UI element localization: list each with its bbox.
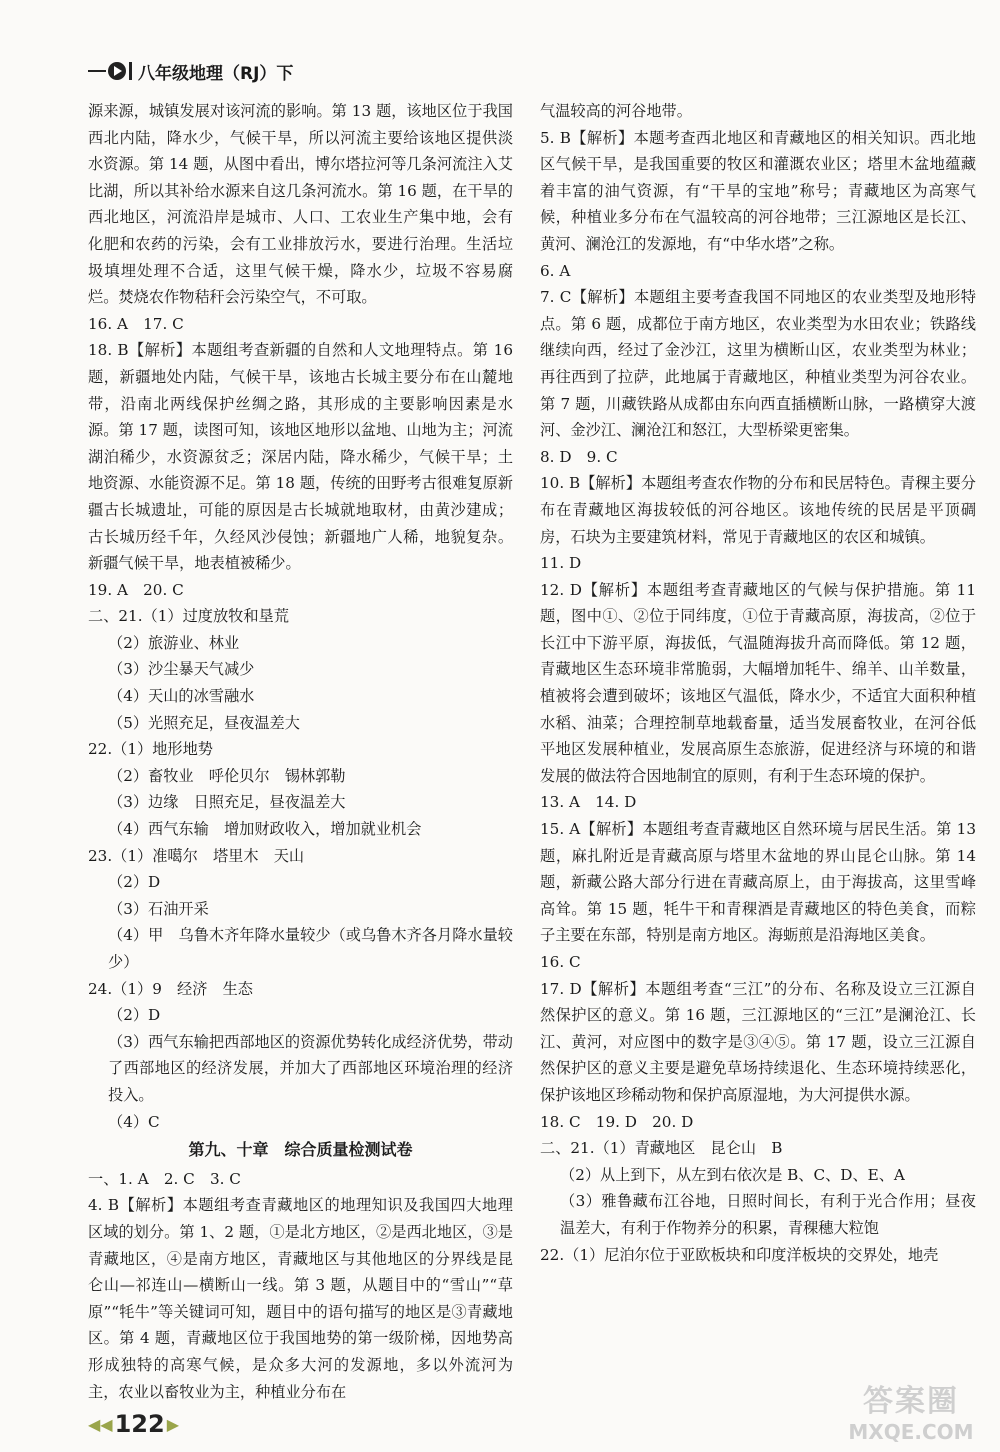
answer-line: （2）从上到下，从左到右依次是 B、C、D、E、A [560, 1165, 905, 1184]
answer-line: （5）光照充足，昼夜温差大 [108, 713, 300, 732]
answer-line: 二、21.（1）青藏地区 昆仑山 B [540, 1139, 783, 1158]
right-column [540, 98, 976, 1268]
answer-line: 16. A 17. C [88, 314, 184, 333]
header-title: 八年级地理（RJ）下 [138, 63, 294, 84]
answer-line: （4）C [108, 1112, 160, 1131]
answer-line: （4）天山的冰雪融水 [108, 687, 255, 706]
answer-paragraph: 4. B【解析】本题组考查青藏地区的地理知识及我国四大地理区域的划分。第 1、2 题，①是北方地区，②是西北地区，③是青藏地区，④是南方地区，青藏地区与其他地区的分界线是昆仑山—祁连山—横断山一线。第 3 题，从题目中的“雪山”“草原”“牦牛”等关键词可知，题目中的语句描写的地区是③青藏地区。第 4 题，青藏地区位于我国地势的第一级阶梯，因地势高形成独特的高寒气候，是众多大河的发源地，多以外流河为主，农业以畜牧业为主，种植业分布在 [88, 1196, 513, 1401]
answer-paragraph: 7. C【解析】本题组主要考查我国不同地区的农业类型及地形特点。第 6 题，成都位于南方地区，农业类型为水田农业；铁路线继续向西，经过了金沙江，这里为横断山区，农业类型为林业；再往西到了拉萨，此地属于青藏地区，种植业类型为河谷农业。第 7 题，川藏铁路从成都由东向西直插横断山脉，一路横穿大渡河、金沙江、澜沧江和怒江，大型桥梁更密集。 [540, 288, 976, 440]
answer-line: 气温较高的河谷地带。 [540, 102, 692, 120]
page-number-text: 122 [114, 1410, 165, 1438]
answer-line: 18. C 19. D 20. D [540, 1112, 694, 1131]
answer-line: （4）西气东输 增加财政收入，增加就业机会 [108, 820, 422, 839]
answer-paragraph: （3）西气东输把西部地区的资源优势转化成经济优势，带动了西部地区的经济发展，并加大了西部地区环境治理的经济投入。 [108, 1032, 513, 1104]
answer-paragraph: 源来源，城镇发展对该河流的影响。第 13 题，该地区位于我国西北内陆，降水少，气候干旱，所以河流主要给该地区提供淡水资源。第 14 题，从图中看出，博尔塔拉河等几条河流注入艾比湖，所以其补给水源来自这几条河流水。第 16 题，在干旱的西北地区，河流沿岸是城市、人口、工农业生产集中地，会有化肥和农药的污染，会有工业排放污水，要进行治理。生活垃圾填埋处理不合适，这里气候干燥，降水少，垃圾不容易腐烂。焚烧农作物秸秆会污染空气，不可取。 [88, 102, 513, 307]
answer-paragraph: 15. A【解析】本题组考查青藏地区自然环境与居民生活。第 13 题，麻扎附近是青藏高原与塔里木盆地的界山昆仑山脉。第 14 题，新藏公路大部分行进在青藏高原上，由于海拔高，这里雪峰高耸。第 15 题，牦牛干和青稞酒是青藏地区的特色美食，而粽子主要在东部，特别是南方地区。海蛎煎是沿海地区美食。 [540, 820, 976, 945]
left-arrow-icon: ◀◀ [88, 1414, 113, 1434]
answer-line: 6. A [540, 261, 571, 280]
answer-line: （2）D [108, 873, 161, 892]
answer-line: （3）边缘 日照充足，昼夜温差大 [108, 793, 346, 812]
answer-line: （4）甲 乌鲁木齐年降水量较少（或乌鲁木齐各月降水量较少） [108, 926, 513, 971]
answer-line: （3）石油开采 [108, 899, 209, 918]
watermark-top: 答案圈 [863, 1384, 959, 1419]
answer-line: 24.（1）9 经济 生态 [88, 979, 253, 998]
answer-line: （2）D [108, 1006, 161, 1025]
right-arrow-icon: ▶ [166, 1414, 180, 1434]
answer-line: 13. A 14. D [540, 793, 637, 812]
answer-paragraph: 18. B【解析】本题组考查新疆的自然和人文地理特点。第 16 题，新疆地处内陆，气候干旱，该地古长城主要分布在山麓地带，沿南北两线保护丝绸之路，其形成的主要影响因素是水源。第 17 题，读图可知，该地区地形以盆地、山地为主；河流湖泊稀少，水资源贫乏；深居内陆，降水稀少，气候干旱；土地资源、水能资源不足。第 18 题，传统的田野考古很难复原新疆古长城遗址，可能的原因是古长城就地取材，由黄沙建成；古长城历经千年，久经风沙侵蚀；新疆地广人稀，地貌复杂。新疆气候干旱，地表植被稀少。 [88, 341, 513, 573]
watermark [836, 1376, 986, 1444]
answer-line: （2）畜牧业 呼伦贝尔 锡林郭勒 [108, 766, 346, 785]
answer-paragraph: 12. D【解析】本题组考查青藏地区的气候与保护措施。第 11 题，图中①、②位于同纬度，①位于青藏高原，海拔高，②位于长江中下游平原，海拔低，气温随海拔升高而降低。第 12 题，青藏地区生态环境非常脆弱，大幅增加牦牛、绵羊、山羊数量，植被将会遭到破坏；该地区气温低，降水少，不适宜大面积种植水稻、油菜；合理控制草地载畜量，适当发展畜牧业，在河谷低平地区发展种植业，发展高原生态旅游，促进经济与环境的和谐发展的做法符合因地制宜的原则，有利于生态环境的保护。 [540, 580, 976, 785]
answer-line: 19. A 20. C [88, 580, 184, 599]
answer-line: 22.（1）尼泊尔位于亚欧板块和印度洋板块的交界处，地壳 [540, 1245, 939, 1264]
answer-line: 16. C [540, 953, 581, 971]
answer-line: （3）沙尘暴天气减少 [108, 660, 255, 679]
answer-paragraph: 5. B【解析】本题考查西北地区和青藏地区的相关知识。西北地区气候干旱，是我国重要的牧区和灌溉农业区；塔里木盆地蕴藏着丰富的油气资源，有“干旱的宝地”称号；青藏地区为高寒气候，种植业多分布在气温较高的河谷地带；三江源地区是长江、黄河、澜沧江的发源地，有“中华水塔”之称。 [540, 128, 976, 253]
section-title: 第九、十章 综合质量检测试卷 [188, 1140, 413, 1160]
answer-paragraph: （3）雅鲁藏布江谷地，日照时间长，有利于光合作用；昼夜温差大，有利于作物养分的积累，青稞穗大粒饱 [560, 1192, 976, 1237]
left-column [88, 98, 513, 1405]
page-header [88, 56, 293, 86]
answer-line: 一、1. A 2. C 3. C [88, 1169, 241, 1188]
answer-line: 22.（1）地形地势 [88, 740, 213, 759]
answer-paragraph: 17. D【解析】本题组考查“三江”的分布、名称及设立三江源自然保护区的意义。第 16 题，三江源地区的“三江”是澜沧江、长江、黄河，对应图中的数字是③④⑤。第 17 题，设立三江源自然保护区的意义主要是避免草场持续退化、生态环境持续恶化，保护该地区珍稀动物和保护高原湿地，为大河提供水源。 [540, 979, 976, 1104]
answer-line: 11. D [540, 554, 582, 573]
answer-line: 23.（1）准噶尔 塔里木 天山 [88, 846, 305, 865]
play-icon [88, 62, 132, 80]
watermark-bottom: MXQE.COM [848, 1420, 974, 1444]
page-number [88, 1410, 179, 1438]
answer-line: 二、21.（1）过度放牧和垦荒 [88, 607, 289, 626]
answer-line: 8. D 9. C [540, 447, 618, 466]
answer-line: （2）旅游业、林业 [108, 633, 240, 652]
answer-paragraph: 10. B【解析】本题组考查农作物的分布和民居特色。青稞主要分布在青藏地区海拔较低的河谷地区。该地传统的民居是平顶碉房，石块为主要建筑材料，常见于青藏地区的农区和城镇。 [540, 474, 976, 546]
